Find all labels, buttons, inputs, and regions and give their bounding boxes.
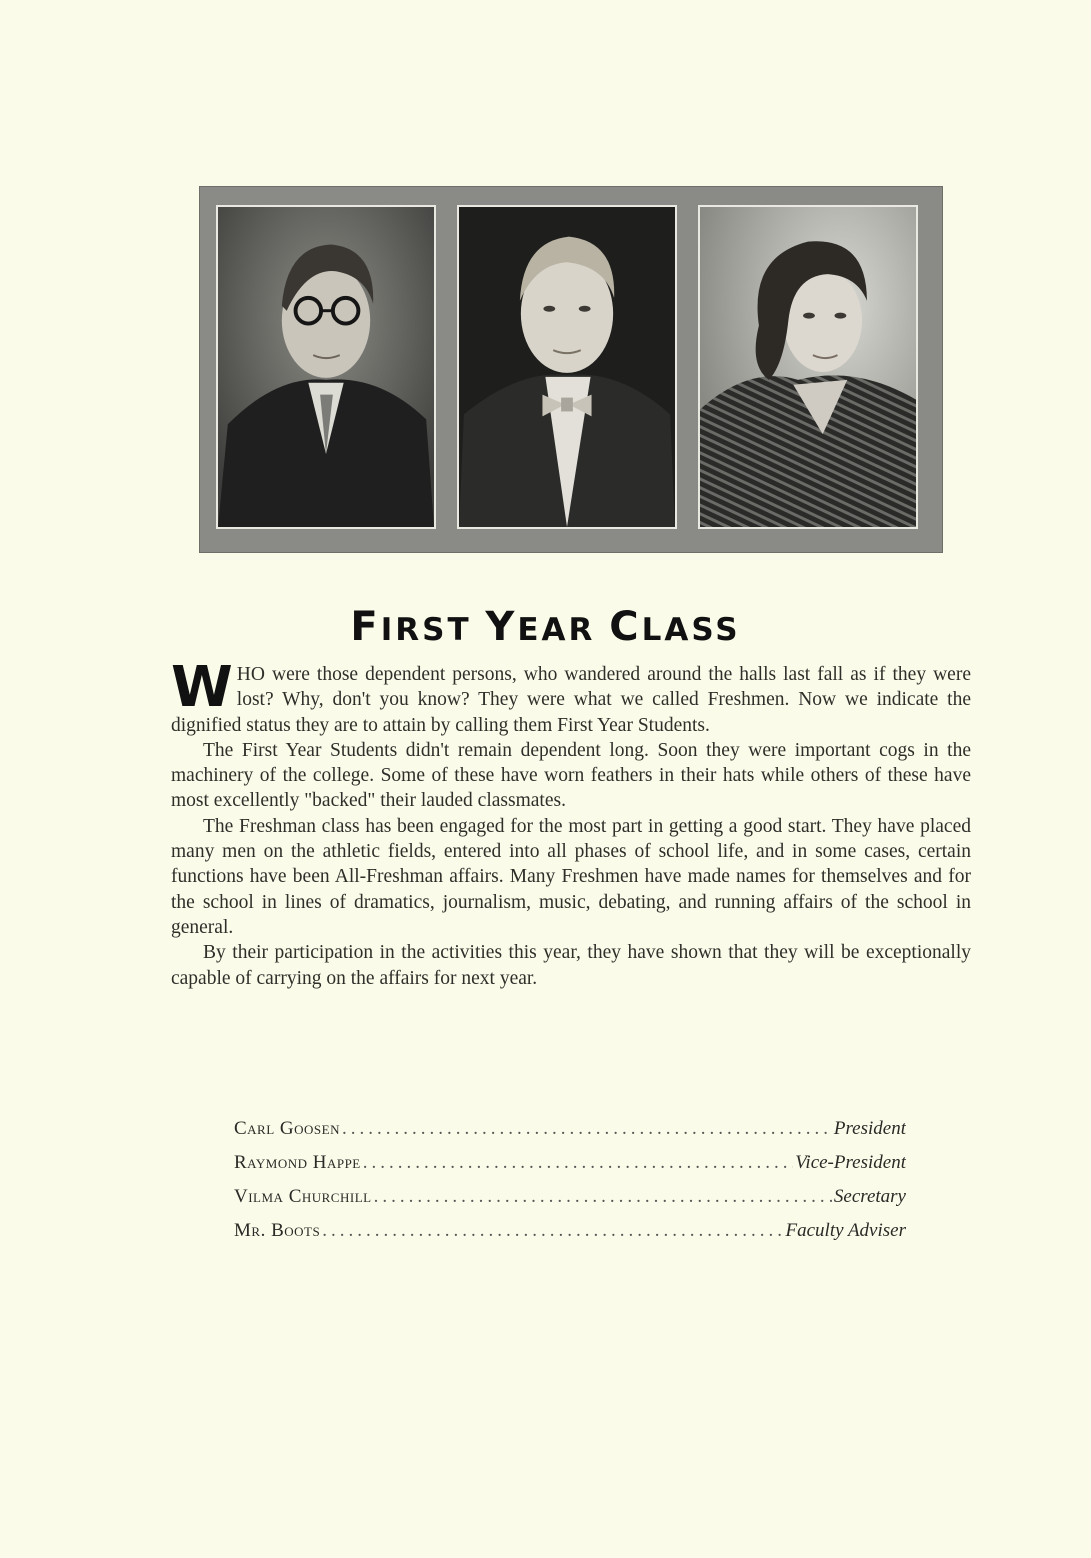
officer-row — [234, 1186, 906, 1220]
officer-role: Vice-President — [795, 1152, 906, 1173]
drop-cap: W — [171, 655, 233, 720]
officer-row — [234, 1118, 906, 1152]
officers-list — [234, 1118, 906, 1254]
dot-leader — [374, 1186, 832, 1208]
officer-name: Raymond Happe — [234, 1152, 361, 1173]
portrait-photo-strip — [199, 186, 943, 553]
paragraph: WHO were those dependent persons, who wandered around the halls last fall as if they were lost? Why, don't you know? They were what we called Freshmen. Now we indicate the dignified status they are to attain by calling them First Year Students. — [171, 655, 971, 736]
officer-role: Faculty Adviser — [785, 1220, 906, 1241]
officer-name: Mr. Boots — [234, 1220, 321, 1241]
portrait-photo — [457, 205, 677, 529]
article-body — [171, 655, 971, 991]
officer-row — [234, 1152, 906, 1186]
officer-role: Secretary — [833, 1186, 906, 1207]
portrait-photo — [698, 205, 918, 529]
paragraph: The Freshman class has been engaged for the most part in getting a good start. They have placed many men on the athletic fields, entered into all phases of school life, and in some cases, certain functions have been All-Freshman affairs. Many Freshmen have made names for themselves and for the school in lines of dramatics, journalism, music, debating, and running affairs of the school in general. — [171, 815, 971, 938]
dot-leader — [322, 1220, 783, 1242]
page-title: FIRST YEAR CLASS — [350, 604, 741, 650]
officer-role: President — [833, 1118, 906, 1139]
dot-leader — [363, 1152, 793, 1174]
portrait-photo — [216, 205, 436, 529]
officer-name: Carl Goosen — [234, 1118, 340, 1139]
paragraph: By their participation in the activities this year, they have shown that they will be exceptionally capable of carrying on the affairs for next year. — [171, 942, 971, 989]
officer-name: Vilma Churchill — [234, 1186, 372, 1207]
officer-row — [234, 1220, 906, 1254]
paragraph: The First Year Students didn't remain dependent long. Soon they were important cogs in the machinery of the college. Some of these have worn feathers in their hats while others of these have most excellently "backed" their lauded classmates. — [171, 739, 971, 812]
dot-leader — [342, 1118, 832, 1140]
